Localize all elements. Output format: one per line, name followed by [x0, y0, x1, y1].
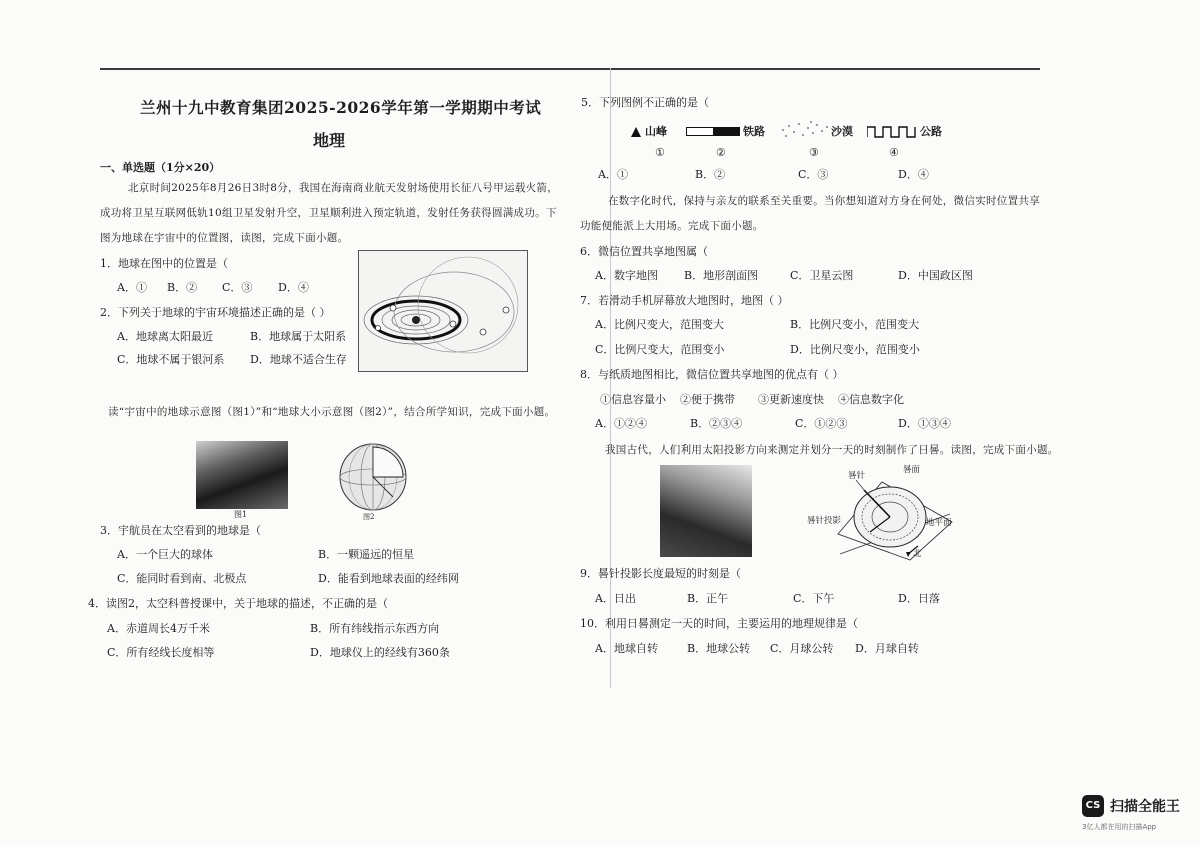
- q6-option-d: D．中国政区图: [898, 269, 973, 282]
- q9-option-a: A．日出: [595, 592, 636, 605]
- q4-option-c: C．所有经线长度相等: [107, 646, 215, 659]
- q10-option-c: C．月球公转: [770, 642, 834, 655]
- q5-num-4: ④: [889, 146, 899, 159]
- q1-option-d: D．④: [278, 281, 309, 294]
- earth-from-space-photo: [196, 441, 288, 509]
- legend-desert-label: 沙漠: [831, 125, 853, 138]
- railway-symbol-icon: [686, 127, 740, 136]
- q5-option-c: C．③: [798, 168, 829, 181]
- q9-option-c: C．下午: [793, 592, 835, 605]
- q4-option-a: A．赤道周长4万千米: [107, 622, 210, 635]
- q5-option-a: A．①: [598, 168, 628, 181]
- q3-option-b: B．一颗遥远的恒星: [318, 548, 415, 561]
- q2-option-b: B．地球属于太阳系: [250, 330, 347, 343]
- road-symbol-icon: [867, 126, 917, 138]
- q9-option-b: B．正午: [687, 592, 729, 605]
- sundial-photo: [660, 465, 752, 557]
- intro2: 读“宇宙中的地球示意图（图1）”和“地球大小示意图（图2）”，结合所学知识，完成下面小题。: [108, 406, 556, 418]
- q1-option-c: C．③: [222, 281, 253, 294]
- q1-stem: 1．地球在图中的位置是（: [100, 257, 228, 270]
- q5-num-1: ①: [655, 146, 665, 159]
- q9-stem: 9．晷针投影长度最短的时刻是（: [580, 567, 741, 580]
- sundial-gnomon-label: 晷针: [848, 471, 866, 481]
- q3-option-d: D．能看到地球表面的经纬网: [318, 572, 459, 585]
- mountain-peak-icon: [630, 126, 642, 138]
- exam-title: 兰州十九中教育集团2025-2026学年第一学期期中考试: [140, 98, 542, 117]
- q4-stem: 4．读图2，太空科普授课中，关于地球的描述，不正确的是（: [88, 597, 388, 610]
- sundial-horizon-label: 地平面: [926, 518, 952, 528]
- q6-option-b: B．地形剖面图: [684, 269, 759, 282]
- intro4: 我国古代，人们利用太阳投影方向来测定并划分一天的时刻制作了日晷。读图，完成下面小题。: [605, 444, 1059, 456]
- q9-option-d: D．日落: [898, 592, 940, 605]
- q8-item-2: ②便于携带: [680, 393, 735, 406]
- scanner-watermark: [1082, 795, 1182, 833]
- q5-num-2: ②: [716, 146, 726, 159]
- subject-title: 地理: [313, 131, 346, 150]
- q2-stem: 2．下列关于地球的宇宙环境描述正确的是（ ）: [100, 306, 331, 319]
- sundial-north-label: 北: [913, 549, 922, 559]
- sundial-face-label: 晷面: [903, 465, 921, 475]
- q8-option-c: C．①②③: [795, 417, 848, 430]
- q10-option-d: D．月球自转: [855, 642, 919, 655]
- q10-option-b: B．地球公转: [687, 642, 751, 655]
- intro1-line3: 图为地球在宇宙中的位置图，读图，完成下面小题。: [100, 232, 349, 244]
- q8-item-1: ①信息容量小: [600, 393, 666, 406]
- q3-option-a: A．一个巨大的球体: [117, 548, 213, 561]
- q8-option-b: B．②③④: [690, 417, 743, 430]
- desert-dots-icon: [780, 120, 830, 140]
- solar-system-figure: [358, 250, 528, 372]
- q6-option-c: C．卫星云图: [790, 269, 854, 282]
- q10-option-a: A．地球自转: [595, 642, 658, 655]
- camscanner-logo-icon: CS: [1082, 795, 1104, 817]
- q6-option-a: A．数字地图: [595, 269, 658, 282]
- sundial-diagram: [800, 462, 960, 562]
- q7-option-d: D．比例尺变小，范围变小: [790, 343, 920, 356]
- q8-item-3: ③更新速度快: [758, 393, 824, 406]
- q2-option-c: C．地球不属于银河系: [117, 353, 225, 366]
- q5-legend: [630, 124, 960, 140]
- intro1-line2: 成功将卫星互联网低轨10组卫星发射升空，卫星顺利进入预定轨道，发射任务获得圆满成功。下: [100, 207, 557, 219]
- q7-option-b: B．比例尺变小，范围变大: [790, 318, 920, 331]
- q5-stem: 5．下列图例不正确的是（: [581, 96, 709, 109]
- q10-stem: 10．利用日晷测定一天的时间，主要运用的地理规律是（: [580, 617, 858, 630]
- q3-stem: 3．宇航员在太空看到的地球是（: [100, 524, 261, 537]
- top-rule: [100, 68, 1040, 70]
- q8-option-a: A．①②④: [595, 417, 647, 430]
- q7-option-c: C．比例尺变大，范围变小: [595, 343, 725, 356]
- q8-item-4: ④信息数字化: [838, 393, 904, 406]
- q8-option-d: D．①③④: [898, 417, 951, 430]
- legend-mountain-label: 山峰: [645, 125, 667, 138]
- q5-num-3: ③: [809, 146, 819, 159]
- legend-road-label: 公路: [920, 125, 942, 138]
- intro1-line1: 北京时间2025年8月26日3时8分，我国在海南商业航天发射场使用长征八号甲运载火箭，: [128, 182, 559, 194]
- scanner-brand-tagline: 3亿人都在用的扫描App: [1082, 823, 1157, 831]
- q7-stem: 7．若滑动手机屏幕放大地图时，地图（ ）: [580, 294, 789, 307]
- intro3-line1: 在数字化时代，保持与亲友的联系至关重要。当你想知道对方身在何处，微信实时位置共享: [608, 195, 1040, 207]
- q1-option-b: B．②: [167, 281, 198, 294]
- earth-size-globe-figure: [335, 441, 413, 515]
- scanner-brand-name: 扫描全能王: [1110, 799, 1180, 815]
- legend-railway-label: 铁路: [743, 125, 765, 138]
- q4-option-d: D．地球仪上的经线有360条: [310, 646, 450, 659]
- intro3-line2: 功能便能派上大用场。完成下面小题。: [580, 220, 764, 232]
- q2-option-d: D．地球不适合生存: [250, 353, 347, 366]
- fig1-caption: 图1: [234, 510, 248, 519]
- q8-stem: 8．与纸质地图相比，微信位置共享地图的优点有（ ）: [580, 368, 844, 381]
- sundial-shadow-label: 晷针投影: [807, 516, 842, 526]
- section-heading: 一、单选题（1分×20）: [100, 161, 221, 174]
- q7-option-a: A．比例尺变大，范围变大: [595, 318, 724, 331]
- q4-option-b: B．所有纬线指示东西方向: [310, 622, 440, 635]
- q5-option-b: B．②: [695, 168, 726, 181]
- q2-option-a: A．地球离太阳最近: [117, 330, 213, 343]
- q3-option-c: C．能同时看到南、北极点: [117, 572, 247, 585]
- q5-option-d: D．④: [898, 168, 929, 181]
- q6-stem: 6．微信位置共享地图属（: [580, 245, 708, 258]
- fig2-caption: 图2: [363, 513, 375, 521]
- q1-option-a: A．①: [117, 281, 147, 294]
